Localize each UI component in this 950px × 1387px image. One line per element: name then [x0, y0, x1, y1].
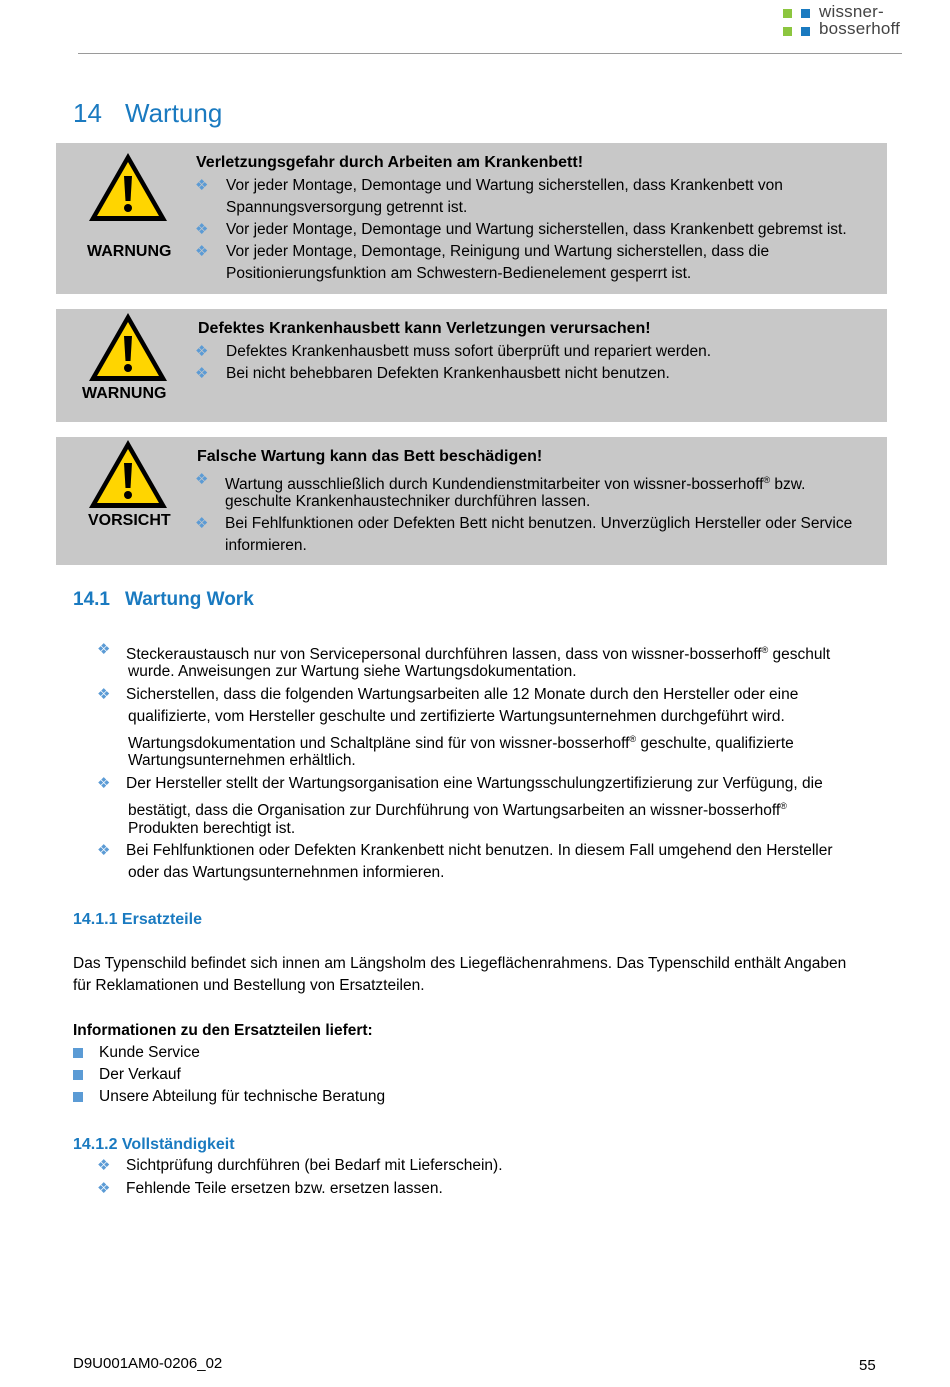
- logo-text-line2: bosserhoff: [819, 19, 901, 38]
- bullet-icon: ❖: [97, 1180, 111, 1197]
- warning-heading: Verletzungsgefahr durch Arbeiten am Krankenbett!: [196, 154, 584, 171]
- caution-label: VORSICHT: [88, 512, 171, 529]
- registered-mark: ®: [761, 645, 769, 655]
- warning-heading: Defektes Krankenhausbett kann Verletzungen verursachen!: [198, 320, 651, 337]
- warning-label: WARNUNG: [82, 385, 167, 402]
- warning-triangle-icon: [86, 310, 170, 384]
- warning-item-text: Vor jeder Montage, Demontage und Wartung sicherstellen, dass Krankenbett gebremst ist.: [226, 221, 847, 238]
- section-title: Wartung: [125, 98, 223, 128]
- square-bullet-icon: [73, 1048, 83, 1058]
- subsection-heading: [73, 588, 254, 612]
- caution-item-text: informieren.: [225, 537, 307, 554]
- info-heading: Informationen zu den Ersatzteilen liefert:: [73, 1022, 373, 1039]
- bullet-icon: ❖: [195, 177, 209, 194]
- subsubsection-heading: 14.1.1 Ersatzteile: [73, 911, 202, 928]
- bullet-icon: ❖: [195, 471, 209, 488]
- bullet-icon: ❖: [195, 515, 209, 532]
- logo-square-green: [783, 9, 792, 18]
- subsubsection-heading: 14.1.2 Vollständigkeit: [73, 1136, 235, 1153]
- logo-text-line1: wissner-: [819, 2, 884, 21]
- bullet-icon: ❖: [195, 365, 209, 382]
- logo-square-blue: [801, 9, 810, 18]
- caution-heading: Falsche Wartung kann das Bett beschädigen!: [197, 448, 543, 465]
- work-item-text: Bei Fehlfunktionen oder Defekten Krankenbett nicht benutzen. In diesem Fall umgehend den Hersteller: [126, 842, 833, 859]
- warning-triangle-icon: [86, 437, 170, 511]
- work-item-text: oder das Wartungsunternehnmen informieren.: [128, 864, 445, 881]
- list-item: Kunde Service: [99, 1044, 200, 1061]
- list-item: Der Verkauf: [99, 1066, 181, 1083]
- registered-mark: ®: [629, 734, 637, 744]
- square-bullet-icon: [73, 1092, 83, 1102]
- warning-box: [56, 309, 887, 422]
- bullet-icon: ❖: [97, 842, 111, 859]
- paragraph-line: Das Typenschild befindet sich innen am Längsholm des Liegeflächenrahmens. Das Typenschild enthält Angaben: [73, 955, 847, 972]
- warning-label: WARNUNG: [87, 243, 172, 260]
- bullet-icon: ❖: [195, 343, 209, 360]
- list-item: Unsere Abteilung für technische Beratung: [99, 1088, 386, 1105]
- warning-box: [56, 143, 887, 294]
- warning-item-text: Spannungsversorgung getrennt ist.: [226, 199, 468, 216]
- logo-square-green: [783, 27, 792, 36]
- caution-item-text-tail: bzw.: [770, 476, 806, 493]
- bullet-icon: ❖: [97, 686, 111, 703]
- work-item-text-part: bestätigt, dass die Organisation zur Durchführung von Wartungsarbeiten an wissner-bosserhoff: [128, 802, 781, 819]
- work-item-text: Produkten berechtigt ist.: [128, 820, 296, 837]
- bullet-icon: ❖: [97, 775, 111, 792]
- registered-mark: ®: [780, 801, 787, 811]
- page-number: 55: [859, 1357, 876, 1374]
- work-item-text-part: Wartungsdokumentation und Schaltpläne sind für von wissner-bosserhoff: [128, 735, 630, 752]
- section-heading: [73, 96, 223, 130]
- warning-item-text: Positionierungsfunktion am Schwestern-Bedienelement gesperrt ist.: [226, 265, 692, 282]
- logo-square-blue: [801, 27, 810, 36]
- work-item-text: qualifizierte, vom Hersteller geschulte und zertifizierte Wartungsunternehmen durchgeführt wird.: [128, 708, 785, 725]
- warning-item-text: Vor jeder Montage, Demontage, Reinigung und Wartung sicherstellen, dass die: [226, 243, 770, 260]
- bullet-icon: ❖: [97, 641, 111, 658]
- warning-item-text: Bei nicht behebbaren Defekten Krankenhausbett nicht benutzen.: [226, 365, 670, 382]
- list-item: Fehlende Teile ersetzen bzw. ersetzen lassen.: [126, 1180, 443, 1197]
- caution-item-text: Bei Fehlfunktionen oder Defekten Bett nicht benutzen. Unverzüglich Hersteller oder Service: [225, 515, 853, 532]
- section-number: 14: [73, 98, 102, 128]
- caution-item-text-part: Wartung ausschließlich durch Kundendienstmitarbeiter von wissner-bosserhoff: [225, 476, 764, 493]
- work-item-text-tail: geschult: [768, 646, 831, 663]
- work-item-text: Sicherstellen, dass die folgenden Wartungsarbeiten alle 12 Monate durch den Hersteller oder eine: [126, 686, 799, 703]
- warning-triangle-icon: [86, 150, 170, 224]
- subsection-number: 14.1: [73, 589, 110, 610]
- work-item-text-tail: geschulte, qualifizierte: [636, 735, 794, 752]
- work-item-text: wurde. Anweisungen zur Wartung siehe Wartungsdokumentation.: [128, 663, 577, 680]
- caution-item-text: geschulte Krankenhaustechniker durchführen lassen.: [225, 493, 591, 510]
- subsection-title: Wartung Work: [125, 589, 254, 610]
- caution-box: [56, 437, 887, 565]
- paragraph-line: für Reklamationen und Bestellung von Ersatzteilen.: [73, 977, 425, 994]
- header-divider: [78, 53, 902, 54]
- warning-item-text: Defektes Krankenhausbett muss sofort überprüft und repariert werden.: [226, 343, 712, 360]
- document-id: D9U001AM0-0206_02: [73, 1355, 223, 1372]
- work-item-text: Der Hersteller stellt der Wartungsorganisation eine Wartungsschulungzertifizierung zur Verfügung, die: [126, 775, 823, 792]
- bullet-icon: ❖: [195, 221, 209, 238]
- square-bullet-icon: [73, 1070, 83, 1080]
- bullet-icon: ❖: [195, 243, 209, 260]
- registered-mark: ®: [763, 475, 771, 485]
- work-item-text: Wartungsunternehmen erhältlich.: [128, 752, 356, 769]
- work-item-text-part: Steckeraustausch nur von Servicepersonal durchführen lassen, dass von wissner-bosserhoff: [126, 646, 762, 663]
- bullet-icon: ❖: [97, 1157, 111, 1174]
- list-item: Sichtprüfung durchführen (bei Bedarf mit Lieferschein).: [126, 1157, 503, 1174]
- warning-item-text: Vor jeder Montage, Demontage und Wartung sicherstellen, dass Krankenbett von: [226, 177, 783, 194]
